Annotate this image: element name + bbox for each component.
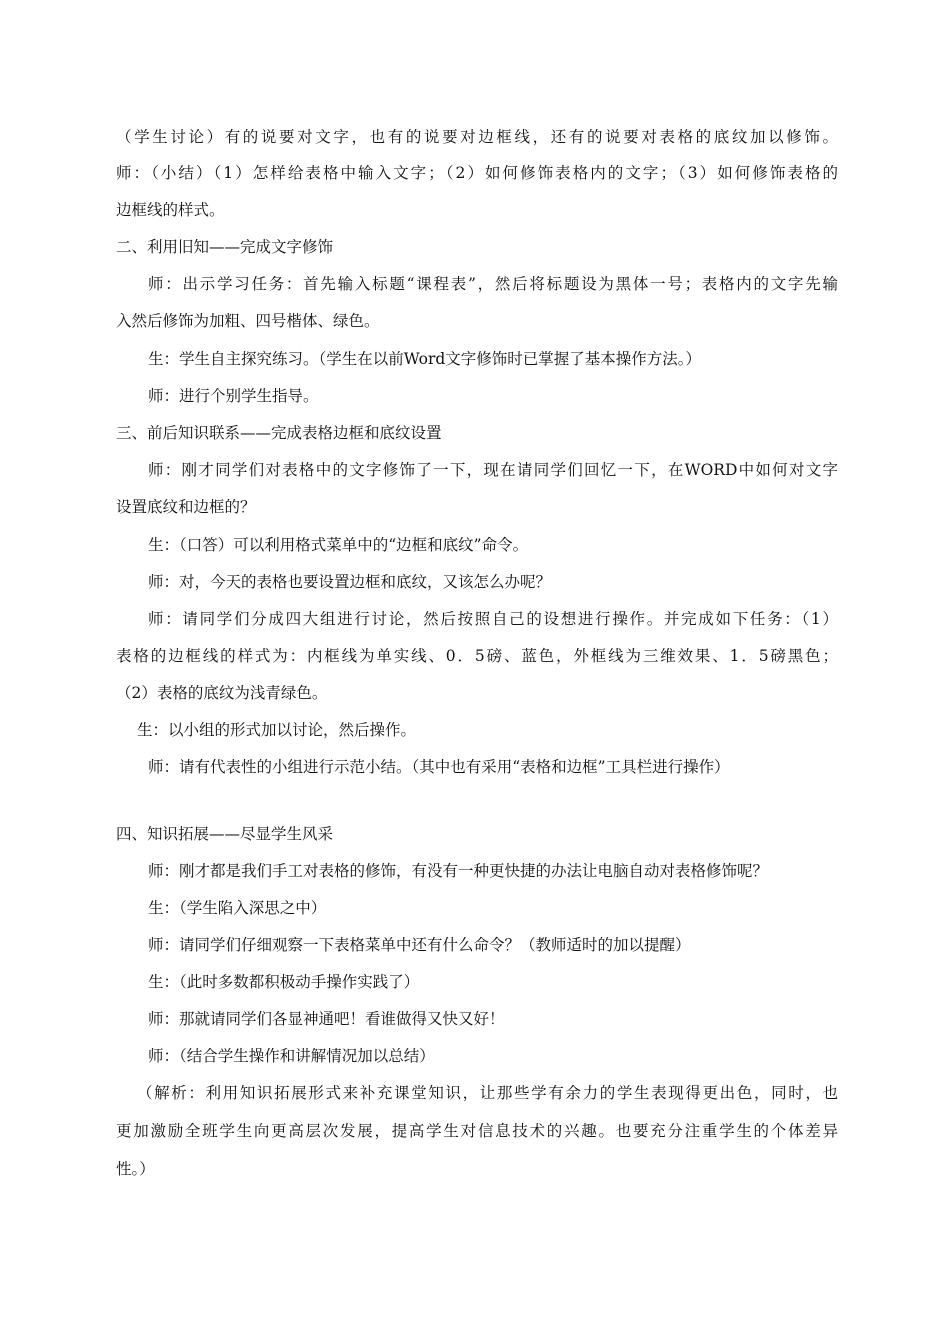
section-heading-4: 四、知识拓展——尽显学生风采 <box>116 825 334 843</box>
paragraph-teacher-encourage: 师：那就请同学们各显神通吧！看谁做得又快又好！ <box>148 1010 505 1028</box>
paragraph-analysis-cont: 更加激励全班学生向更高层次发展，提高学生对信息技术的兴趣。也要充分注重学生的个体差异 <box>116 1122 838 1140</box>
paragraph-learning-task-cont: 入然后修饰为加粗、四号楷体、绿色。 <box>116 312 380 330</box>
paragraph-teacher-recall: 师：刚才同学们对表格中的文字修饰了一下，现在请同学们回忆一下，在WORD中如何对文字 <box>148 461 838 479</box>
paragraph-group-task-end: （2）表格的底纹为浅青绿色。 <box>116 684 328 702</box>
paragraph-group-task: 师：请同学们分成四大组进行讨论，然后按照自己的设想进行操作。并完成如下任务：（1） <box>148 610 838 628</box>
paragraph-teacher-auto-format: 师：刚才都是我们手工对表格的修饰，有没有一种更快捷的办法让电脑自动对表格修饰呢？ <box>148 862 769 880</box>
section-heading-3: 三、前后知识联系——完成表格边框和底纹设置 <box>116 424 442 442</box>
paragraph-analysis: （解析：利用知识拓展形式来补充课堂知识，让那些学有余力的学生表现得更出色，同时，也 <box>137 1084 838 1102</box>
paragraph-student-answer: 生：（口答）可以利用格式菜单中的“边框和底纹”命令。 <box>148 536 529 554</box>
paragraph-analysis-end: 性。） <box>116 1160 155 1178</box>
paragraph-student-group: 生：以小组的形式加以讨论，然后操作。 <box>137 721 417 739</box>
paragraph-student-thinking: 生：（学生陷入深思之中） <box>148 899 327 917</box>
paragraph-student-practice: 生：学生自主探究练习。（学生在以前Word文字修饰时已掌握了基本操作方法。） <box>148 350 702 368</box>
section-heading-2: 二、利用旧知——完成文字修饰 <box>116 238 334 256</box>
paragraph-teacher-conclude: 师：（结合学生操作和讲解情况加以总结） <box>148 1047 435 1065</box>
paragraph-teacher-guidance: 师：进行个别学生指导。 <box>148 387 319 405</box>
paragraph-teacher-question: 师：对，今天的表格也要设置边框和底纹，又该怎么办呢？ <box>148 573 552 591</box>
paragraph-student-action: 生：（此时多数都积极动手操作实践了） <box>148 973 420 991</box>
paragraph-teacher-demo: 师：请有代表性的小组进行示范小结。（其中也有采用“表格和边框”工具栏进行操作） <box>148 758 730 776</box>
paragraph-student-discussion: （学生讨论）有的说要对文字，也有的说要对边框线，还有的说要对表格的底纹加以修饰。 <box>116 128 838 146</box>
paragraph-teacher-recall-cont: 设置底纹和边框的？ <box>116 498 256 516</box>
paragraph-teacher-observe: 师：请同学们仔细观察一下表格菜单中还有什么命令？（教师适时的加以提醒） <box>148 936 691 954</box>
paragraph-teacher-summary-cont: 边框线的样式。 <box>116 201 225 219</box>
paragraph-learning-task: 师：出示学习任务：首先输入标题“课程表”，然后将标题设为黑体一号；表格内的文字先输 <box>148 275 838 293</box>
paragraph-teacher-summary: 师：（小结）（1）怎样给表格中输入文字；（2）如何修饰表格内的文字；（3）如何修饰表格的 <box>116 164 838 182</box>
paragraph-group-task-cont: 表格的边框线的样式为：内框线为单实线、0．5磅、蓝色，外框线为三维效果、1．5磅黑色； <box>116 647 838 665</box>
